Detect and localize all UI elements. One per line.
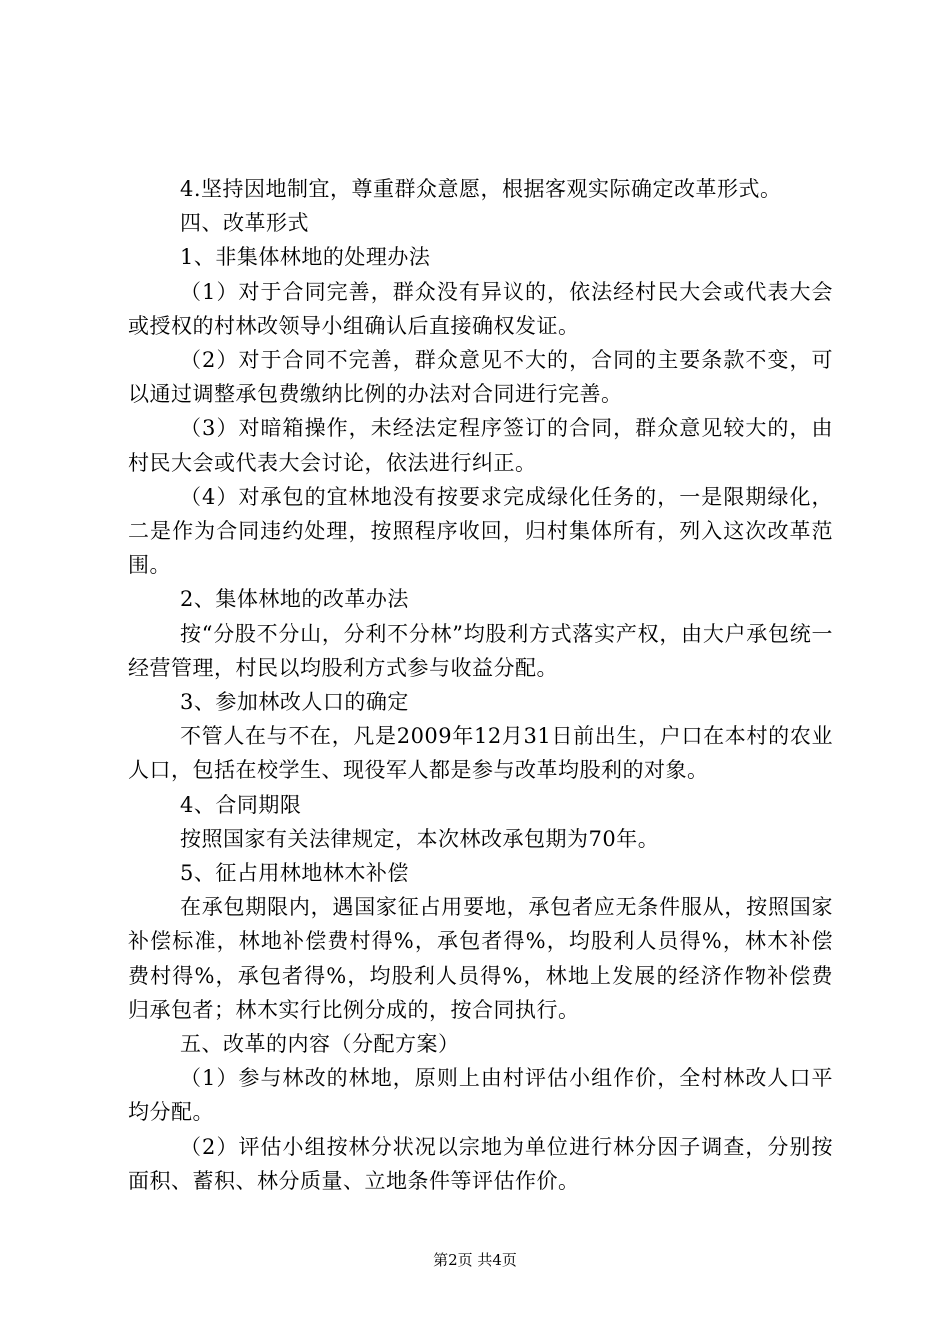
section-heading: 四、改革形式 (180, 211, 309, 236)
subsection-heading: 5、征占用林地林木补偿 (180, 861, 409, 886)
subsection-heading: 1、非集体林地的处理办法 (180, 245, 431, 270)
paragraph: （4）对承包的宜林地没有按要求完成绿化任务的，一是限期绿化，二是作为合同违约处理，按照程序收回，归村集体所有，列入这次改革范围。 (128, 484, 833, 578)
paragraph: 在承包期限内，遇国家征占用要地，承包者应无条件服从，按照国家补偿标准，林地补偿费村得%，承包者得%，均股利人员得%，林木补偿费村得%，承包者得%，均股利人员得%，林地上发展的经济作物补偿费归承包者；林木实行比例分成的，按合同执行。 (128, 895, 833, 1022)
paragraph: （1）对于合同完善，群众没有异议的，依法经村民大会或代表大会或授权的村林改领导小组确认后直接确权发证。 (128, 279, 833, 338)
paragraph: （1）参与林改的林地，原则上由村评估小组作价，全村林改人口平均分配。 (128, 1066, 833, 1125)
paragraph: （2）对于合同不完善，群众意见不大的，合同的主要条款不变，可以通过调整承包费缴纳比例的办法对合同进行完善。 (128, 348, 833, 407)
paragraph: 4.坚持因地制宜，尊重群众意愿，根据客观实际确定改革形式。 (180, 177, 782, 201)
document-body (128, 172, 833, 1198)
paragraph: 按“分股不分山，分利不分林”均股利方式落实产权，由大户承包统一经营管理，村民以均股利方式参与收益分配。 (128, 621, 833, 680)
page-number-footer: 第2页 共4页 (433, 1251, 517, 1269)
paragraph: 按照国家有关法律规定，本次林改承包期为70年。 (180, 826, 660, 851)
paragraph: 不管人在与不在，凡是2009年12月31日前出生，户口在本村的农业人口，包括在校学生、现役军人都是参与改革均股利的对象。 (128, 724, 833, 783)
subsection-heading: 2、集体林地的改革办法 (180, 587, 409, 612)
section-heading: 五、改革的内容（分配方案） (180, 1032, 460, 1057)
subsection-heading: 4、合同期限 (180, 792, 302, 817)
subsection-heading: 3、参加林改人口的确定 (180, 690, 409, 715)
paragraph: （3）对暗箱操作，未经法定程序签订的合同，群众意见较大的，由村民大会或代表大会讨论，依法进行纠正。 (128, 416, 833, 475)
paragraph: （2）评估小组按林分状况以宗地为单位进行林分因子调查，分别按面积、蓄积、林分质量、立地条件等评估作价。 (128, 1134, 833, 1193)
